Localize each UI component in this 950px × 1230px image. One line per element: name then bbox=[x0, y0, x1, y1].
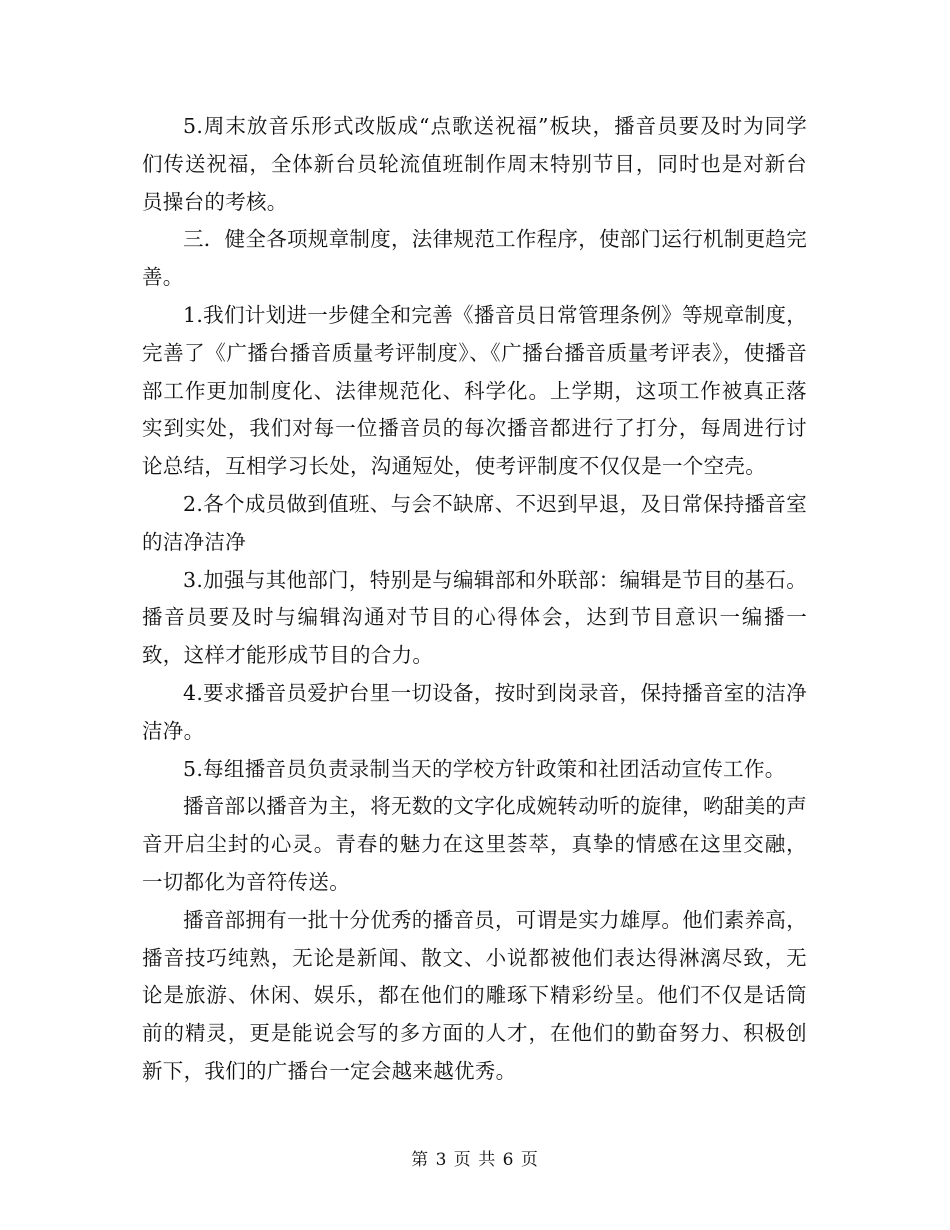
paragraph-equipment-care: 4.要求播音员爱护台里一切设备，按时到岗录音，保持播音室的洁净洁净。 bbox=[142, 680, 807, 743]
document-body bbox=[142, 108, 807, 1091]
paragraph-broadcast-intro: 播音部以播音为主，将无数的文字化成婉转动听的旋律，哟甜美的声音开启尘封的心灵。青春的魅力在这里荟萃，真挚的情感在这里交融，一切都化为音符传送。 bbox=[142, 794, 807, 894]
paragraph-daily-recording: 5.每组播音员负责录制当天的学校方针政策和社团活动宣传工作。 bbox=[183, 756, 786, 781]
paragraph-department-cooperation: 3.加强与其他部门，特别是与编辑部和外联部：编辑是节目的基石。播音员要及时与编辑沟通对节目的心得体会，达到节目意识一编播一致，这样才能形成节目的合力。 bbox=[142, 567, 807, 668]
paragraph-section-three-heading: 三．健全各项规章制度，法律规范工作程序，使部门运行机制更趋完善。 bbox=[142, 227, 807, 290]
page-number-footer: 第 3 页 共 6 页 bbox=[411, 1150, 539, 1170]
paragraph-broadcasters-praise: 播音部拥有一批十分优秀的播音员，可谓是实力雄厚。他们素养高，播音技巧纯熟，无论是新闻、散文、小说都被他们表达得淋漓尽致，无论是旅游、休闲、娱乐，都在他们的雕琢下精彩纷呈。他们不仅是话筒前的精灵，更是能说会写的多方面的人才，在他们的勤奋努力、积极创新下，我们的广播台一定会越来越优秀。 bbox=[142, 907, 807, 1083]
paragraph-weekend-music: 5.周末放音乐形式改版成“点歌送祝福”板块，播音员要及时为同学们传送祝福，全体新台员轮流值班制作周末特别节目，同时也是对新台员操台的考核。 bbox=[142, 114, 807, 214]
paragraph-rules-improvement: 1.我们计划进一步健全和完善《播音员日常管理条例》等规章制度，完善了《广播台播音质量考评制度》、《广播台播音质量考评表》，使播音部工作更加制度化、法律规范化、科学化。上学期，这项工作被真正落实到实处，我们对每一位播音员的每次播音都进行了打分，每周进行讨论总结，互相学习长处，沟通短处，使考评制度不仅仅是一个空壳。 bbox=[142, 302, 807, 479]
paragraph-attendance: 2.各个成员做到值班、与会不缺席、不迟到早退，及日常保持播音室的洁净洁净 bbox=[142, 491, 807, 554]
